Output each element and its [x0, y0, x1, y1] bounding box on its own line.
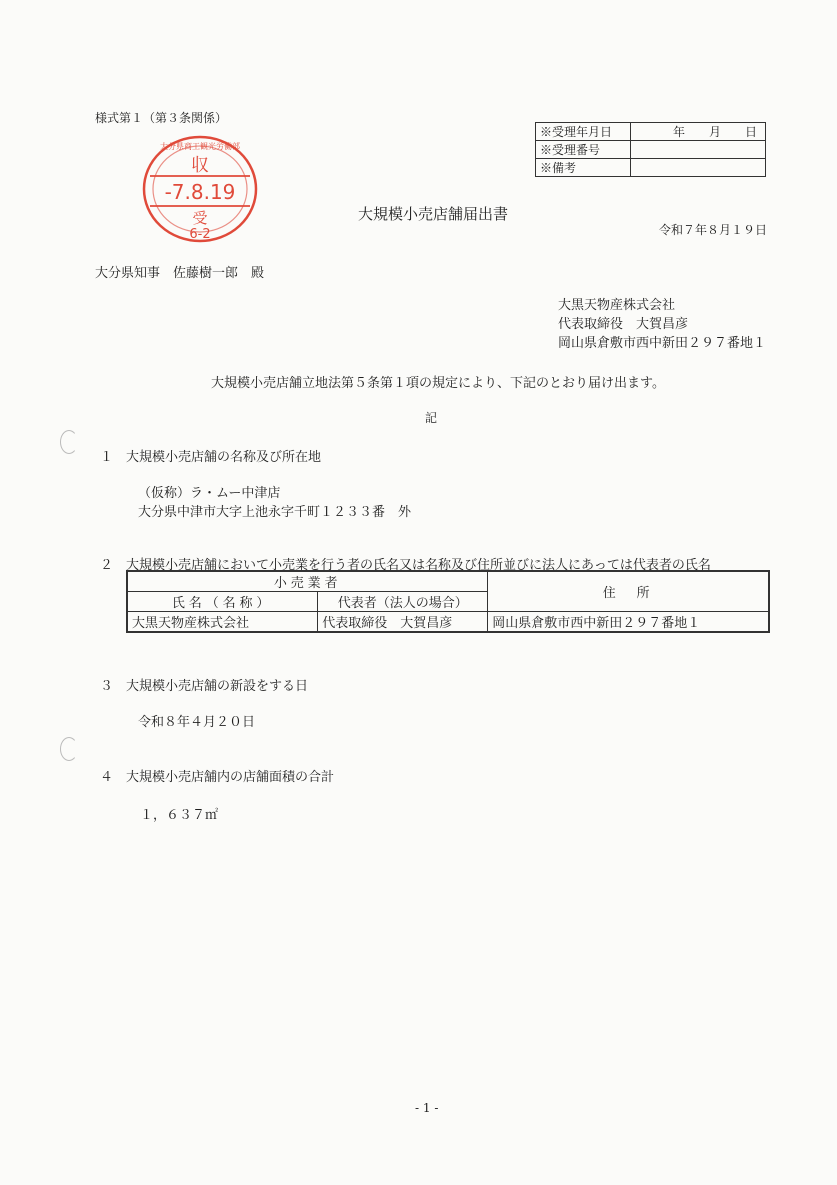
section3-heading: ３ 大規模小売店舗の新設をする日 — [100, 679, 309, 694]
form-label: 様式第１（第３条関係） — [95, 111, 228, 125]
office-use-box — [535, 122, 766, 177]
section1-store-name: （仮称）ラ・ムー中津店 — [138, 486, 281, 501]
received-number-field — [631, 141, 766, 159]
received-date-field — [631, 123, 766, 141]
stamp-code: 6-2 — [189, 227, 211, 242]
receipt-stamp — [140, 132, 265, 247]
punch-hole-mark — [60, 430, 78, 454]
stamp-date: -7.8.19 — [164, 180, 236, 204]
addressee: 大分県知事 佐藤樹一郎 殿 — [95, 266, 265, 281]
received-number-label: ※受理番号 — [536, 141, 631, 159]
ki-mark: 記 — [425, 411, 438, 425]
retailer-rep-cell: 代表取締役 大賀昌彦 — [318, 612, 488, 633]
day-unit: 日 — [744, 125, 757, 139]
stamp-top-text: 大分県商工観光労働部 — [160, 142, 240, 151]
retailer-name-cell: 大黒天物産株式会社 — [127, 612, 318, 633]
remarks-field — [631, 159, 766, 177]
applicant-address: 岡山県倉敷市西中新田２９７番地１ — [558, 336, 767, 351]
section1-store-location: 大分県中津市大字上池永字千町１２３３番 外 — [138, 505, 412, 520]
section2-heading: ２ 大規模小売店舗において小売業を行う者の氏名又は名称及び住所並びに法人にあっては代表者の氏名 — [100, 558, 711, 573]
applicant-representative: 代表取締役 大賀昌彦 — [558, 317, 689, 332]
address-header: 住 所 — [488, 571, 769, 612]
table-row — [127, 612, 769, 633]
stamp-mark: 収 — [191, 155, 209, 176]
stamp-bottom-text: 受 — [192, 209, 208, 227]
section3-opening-date: 令和８年４月２０日 — [138, 715, 256, 730]
year-unit: 年 — [673, 125, 686, 139]
page-number: - 1 - — [415, 1101, 439, 1115]
document-title: 大規模小売店舗届出書 — [358, 205, 509, 223]
name-header: 氏名（名称） — [127, 592, 318, 612]
punch-hole-mark — [60, 737, 78, 761]
retailer-table — [126, 570, 770, 633]
filing-date: 令和７年８月１９日 — [658, 223, 767, 237]
section4-heading: ４ 大規模小売店舗内の店舗面積の合計 — [100, 770, 335, 785]
month-unit: 月 — [708, 125, 721, 139]
applicant-company: 大黒天物産株式会社 — [558, 298, 676, 313]
received-date-label: ※受理年月日 — [536, 123, 631, 141]
representative-header: 代表者（法人の場合） — [318, 592, 488, 612]
retailer-address-cell: 岡山県倉敷市西中新田２９７番地１ — [488, 612, 769, 633]
retailer-group-header: 小売業者 — [127, 571, 488, 592]
section1-heading: １ 大規模小売店舗の名称及び所在地 — [100, 450, 322, 465]
statement: 大規模小売店舗立地法第５条第１項の規定により、下記のとおり届け出ます。 — [211, 376, 665, 391]
section4-floor-area: １，６３７㎡ — [140, 808, 219, 823]
remarks-label: ※備考 — [536, 159, 631, 177]
